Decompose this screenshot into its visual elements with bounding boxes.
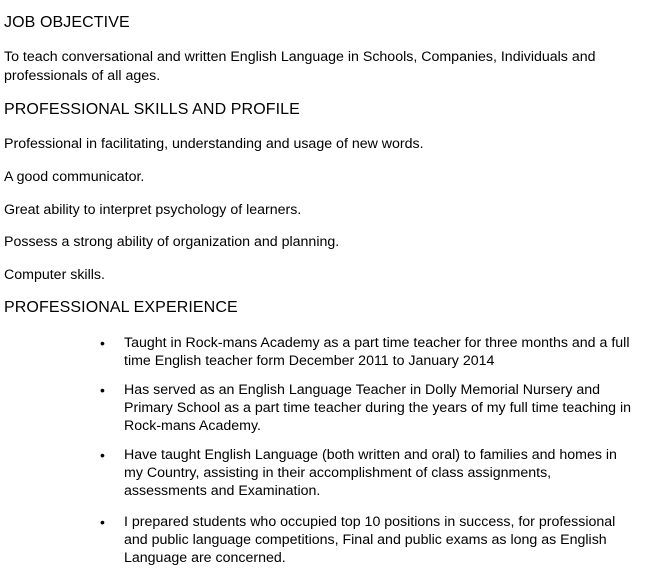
experience-item-text: Has served as an English Language Teacher in Dolly Memorial Nursery and Primary School as a part time teacher during the years of my full time teaching in Rock-mans Academy. (124, 382, 632, 434)
bullet-icon: • (100, 447, 105, 463)
skill-item: Possess a strong ability of organization and planning. (4, 234, 340, 250)
bullet-icon: • (100, 514, 105, 530)
experience-item (100, 513, 634, 567)
skill-item: Professional in facilitating, understanding and usage of new words. (4, 136, 424, 152)
skills-heading: PROFESSIONAL SKILLS AND PROFILE (4, 101, 300, 118)
experience-item-text: Taught in Rock-mans Academy as a part time teacher for three months and a full time English teacher form December 2011 to January 2014 (124, 335, 630, 369)
skill-item: A good communicator. (4, 169, 145, 185)
skill-item: Great ability to interpret psychology of learners. (4, 202, 302, 218)
experience-item-text: Have taught English Language (both written and oral) to families and homes in my Country, assisting in their accomplishment of class assignments, assessments and Examination. (124, 447, 617, 499)
skill-item: Computer skills. (4, 267, 105, 283)
experience-heading: PROFESSIONAL EXPERIENCE (4, 299, 238, 316)
job-objective-heading: JOB OBJECTIVE (4, 14, 130, 31)
bullet-icon: • (100, 335, 105, 351)
experience-item (100, 381, 634, 435)
job-objective-text: To teach conversational and written English Language in Schools, Companies, Individuals and professionals of all ages. (4, 49, 596, 84)
bullet-icon: • (100, 382, 105, 398)
experience-item (100, 446, 634, 500)
experience-item-text: I prepared students who occupied top 10 positions in success, for professional and public language competitions, Final and public exams as long as English Language are concerned. (124, 514, 616, 566)
experience-item (100, 334, 634, 370)
